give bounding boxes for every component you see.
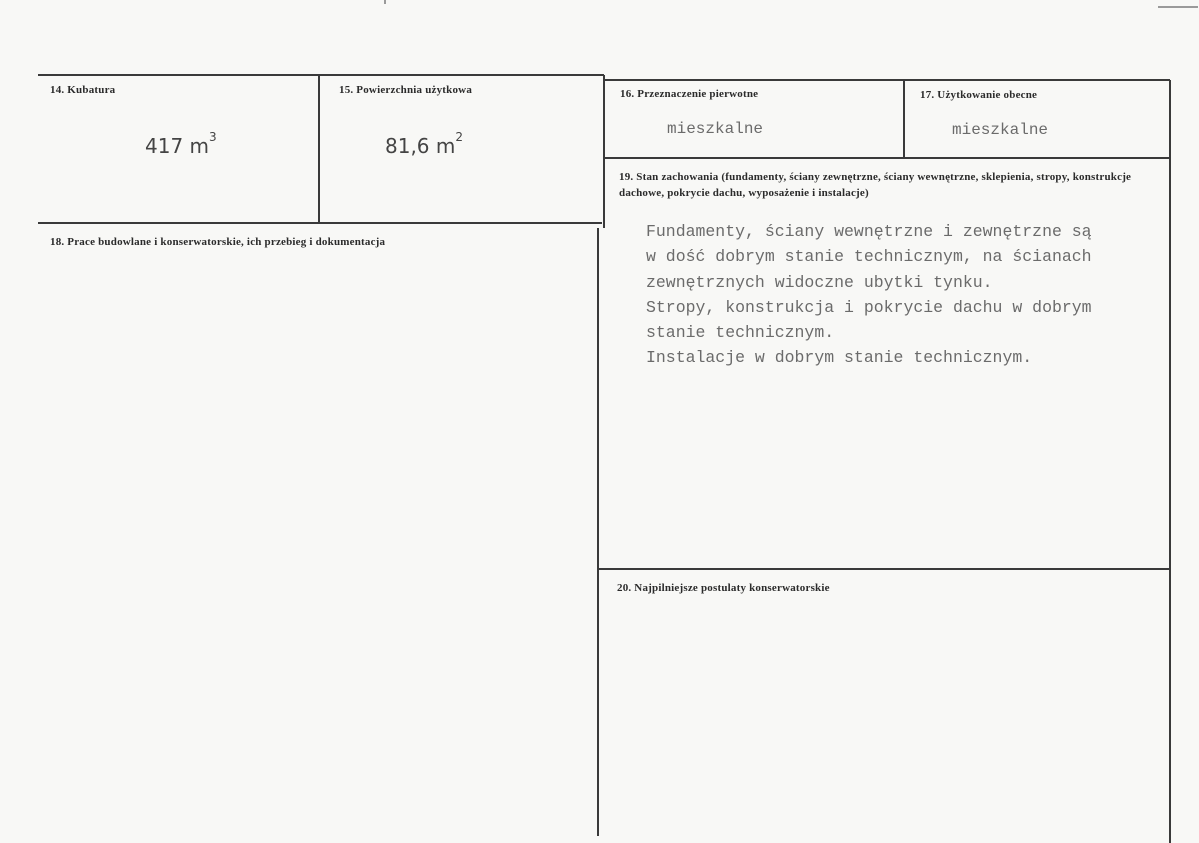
stan-line: Instalacje w dobrym stanie technicznym. bbox=[646, 348, 1033, 368]
field-19-text bbox=[646, 219, 1092, 371]
section19-bottom-line bbox=[598, 568, 1170, 570]
stan-line: Stropy, konstrukcja i pokrycie dachu w dobrym bbox=[646, 297, 1092, 317]
top-border-line-right bbox=[604, 79, 1170, 81]
divider-16-17 bbox=[903, 80, 905, 158]
kubatura-value: 417 m bbox=[145, 134, 210, 158]
right-border bbox=[1169, 80, 1171, 843]
field-16-value: mieszkalne bbox=[667, 120, 764, 138]
field-17-value: mieszkalne bbox=[952, 121, 1049, 139]
field-14-label: 14. Kubatura bbox=[50, 84, 116, 96]
field-15-label: 15. Powierzchnia użytkowa bbox=[339, 84, 473, 96]
powierzchnia-exponent: 2 bbox=[455, 130, 464, 145]
row1-divider-left bbox=[38, 222, 602, 224]
field-14-value bbox=[145, 130, 217, 158]
stan-line: w dość dobrym stanie technicznym, na ścianach bbox=[646, 247, 1092, 267]
field-16-label: 16. Przeznaczenie pierwotne bbox=[620, 88, 759, 100]
powierzchnia-value: 81,6 m bbox=[385, 134, 456, 158]
kubatura-exponent: 3 bbox=[209, 130, 217, 145]
stan-line: stanie technicznym. bbox=[646, 323, 835, 343]
field-19-label: 19. Stan zachowania (fundamenty, ściany zewnętrzne, ściany wewnętrzne, sklepienia, stropy, konstrukcje dachowe, pokrycie dachu, wyposażenie i instalacje) bbox=[619, 171, 1132, 199]
stan-line: Fundamenty, ściany wewnętrzne i zewnętrzne są bbox=[646, 222, 1092, 241]
edge-mark bbox=[1158, 6, 1198, 8]
row1-divider-right bbox=[604, 157, 1170, 159]
edge-mark bbox=[384, 0, 386, 4]
top-border-line bbox=[38, 74, 604, 76]
field-18-label: 18. Prace budowlane i konserwatorskie, ich przebieg i dokumentacja bbox=[50, 236, 386, 248]
middle-column-divider bbox=[597, 228, 599, 836]
field-15-value bbox=[385, 130, 464, 158]
divider-15-16 bbox=[603, 75, 605, 228]
stan-line: zewnętrznych widoczne ubytki tynku. bbox=[646, 272, 993, 292]
field-17-label: 17. Użytkowanie obecne bbox=[920, 89, 1038, 101]
divider-14-15 bbox=[318, 75, 320, 223]
field-20-label: 20. Najpilniejsze postulaty konserwatorskie bbox=[617, 582, 830, 594]
